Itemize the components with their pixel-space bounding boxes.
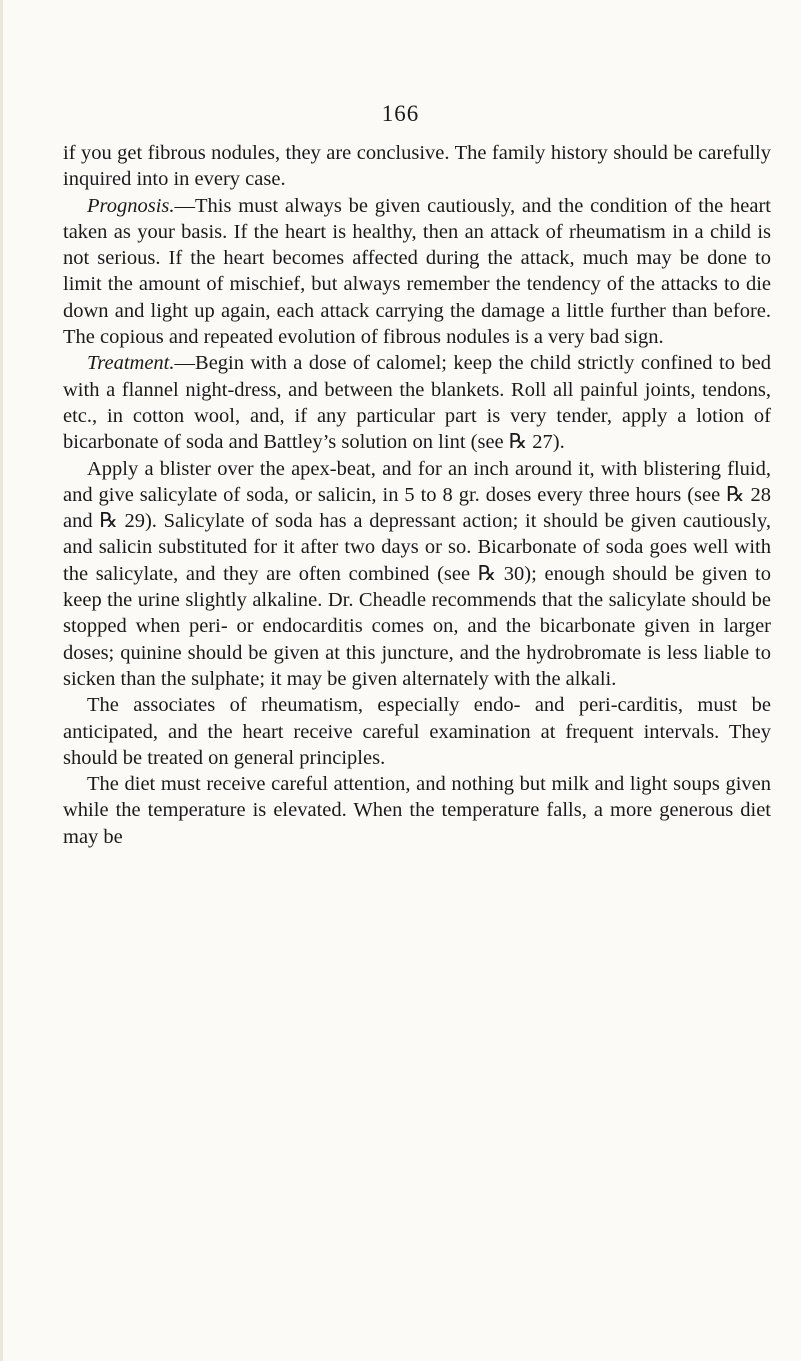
page-number: 166	[381, 101, 420, 126]
paragraph-text: —Begin with a dose of calomel; keep the child strictly confined to bed with a flannel night-dress, and between the blankets. Roll all painful joints, tendons, etc., in cotton wool, and, if any particular part is very tender, apply a lotion of bicarbonate of soda and Battley’s solution on lint (see ℞ 27).	[63, 352, 771, 454]
paragraph-text: Apply a blister over the apex-beat, and for an inch around it, with blistering fluid, and give salicylate of soda, or salicin, in 5 to 8 gr. doses every three hours (see ℞ 28 and ℞ 29). Salicylate of soda has a depressant action; it should be given cautiously, and salicin substituted for it after two days or so. Bicarbonate of soda goes well with the salicylate, and they are often combined (see ℞ 30); enough should be given to keep the urine slightly alkaline. Dr. Cheadle recommends that the salicylate should be stopped when peri- or endocarditis comes on, and the bicarbonate given in larger doses; quinine should be given at this juncture, and the hydrobromate is less liable to sicken than the sulphate; it may be given alternately with the alkali.	[63, 457, 771, 690]
paragraph	[63, 692, 771, 771]
paragraph-text: if you get fibrous nodules, they are conclusive. The family history should be carefully inquired into in every case.	[63, 142, 771, 191]
paragraph	[63, 140, 771, 193]
page-edge	[0, 0, 3, 1361]
paragraph	[63, 456, 771, 693]
paragraph	[63, 771, 771, 850]
section-heading-prognosis: Prognosis.	[87, 194, 175, 217]
paragraph-text: —This must always be given cautiously, and the condition of the heart taken as your basis. If the heart is healthy, then an attack of rheumatism in a child is not serious. If the heart becomes affected during the attack, much may be done to limit the amount of mischief, but always remember the tendency of the attacks to die down and light up again, each attack carrying the damage a little further than before. The copious and repeated evolution of fibrous nodules is a very bad sign.	[63, 194, 771, 349]
section-heading-treatment: Treatment.	[87, 352, 175, 375]
paragraph-text: The diet must receive careful attention, and nothing but milk and light soups given while the temperature is elevated. When the temperature falls, a more generous diet may be	[63, 773, 771, 848]
paragraph-text: The associates of rheumatism, especially endo- and peri-carditis, must be anticipated, and the heart receive careful examination at frequent intervals. They should be treated on general principles.	[63, 694, 771, 769]
paragraph-treatment	[63, 350, 771, 455]
paragraph-prognosis	[63, 193, 771, 351]
body-text	[63, 140, 771, 850]
